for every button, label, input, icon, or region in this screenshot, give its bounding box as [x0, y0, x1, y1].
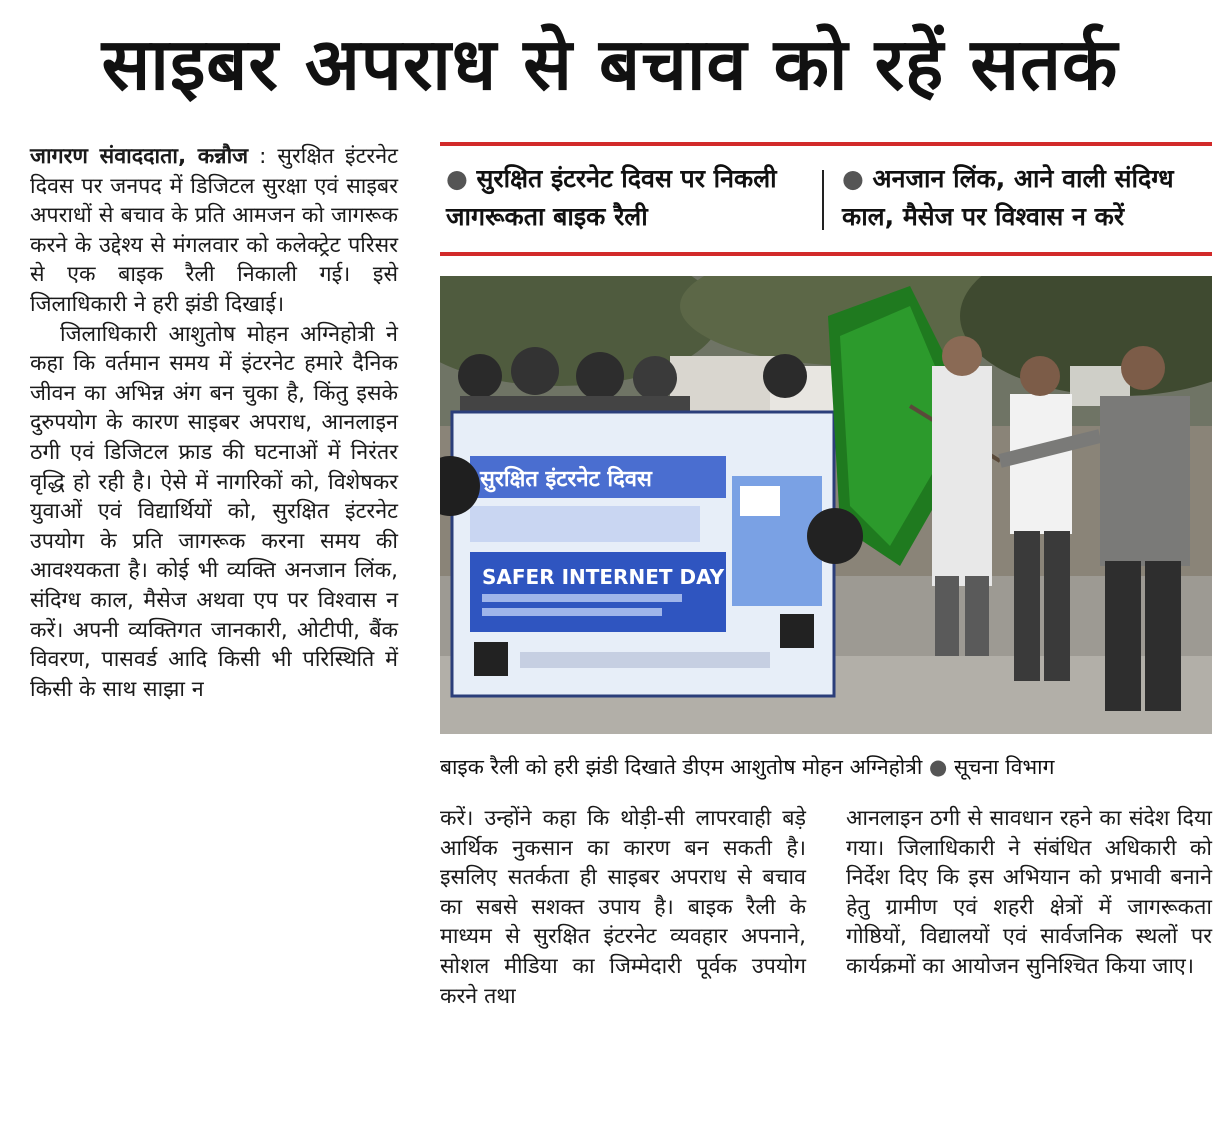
news-photo [440, 276, 1212, 734]
body-paragraph: जिलाधिकारी आशुतोष मोहन अग्निहोत्री ने कहा कि वर्तमान समय में इंटरनेट हमारे दैनिक जीवन का अभिन्न अंग बन चुका है, किंतु इसके दुरुपयोग के कारण साइबर अपराध, आनलाइन ठगी एवं डिजिटल फ्राड की घटनाओं में निरंतर वृद्धि हो रही है। ऐसे में नागरिकों को, विशेषकर युवाओं एवं विद्यार्थियों को, सुरक्षित इंटरनेट उपयोग के प्रति जागरूक करना समय की आवश्यकता है। कोई भी व्यक्ति अनजान लिंक, संदिग्ध काल, मैसेज अथवा एप पर विश्वास न करें। अपनी व्यक्तिगत जानकारी, ओटीपी, बैंक विवरण, पासवर्ड आदि किसी भी परिस्थिति में किसी के साथ साझा न [30, 321, 398, 702]
bullet-icon: ● [928, 755, 948, 779]
lead-text: सुरक्षित इंटरनेट दिवस पर जनपद में डिजिटल सुरक्षा एवं साइबर अपराधों से बचाव के प्रति आमजन को जागरूक करने के उद्देश्य से मंगलवार को कलेक्ट्रेट परिसर से एक बाइक रैली निकाली गई। इसे जिलाधिकारी ने हरी झंडी दिखाई। [30, 144, 398, 317]
highlight-top-rule [440, 142, 1212, 146]
column-2-text: करें। उन्होंने कहा कि थोड़ी-सी लापरवाही बड़े आर्थिक नुकसान का कारण बन सकती है। इसलिए सतर्कता ही साइबर अपराध से बचाव का सबसे सशक्त उपाय है। बाइक रैली के माध्यम से सुरक्षित इंटरनेट व्यवहार अपनाने, सोशल मीडिया का जिम्मेदारी पूर्वक उपयोग करने तथा [440, 806, 806, 1009]
photo-illustration [440, 276, 1212, 734]
highlight-1-text: सुरक्षित इंटरनेट दिवस पर निकली जागरूकता बाइक रैली [446, 164, 777, 231]
banner-english-title: SAFER INTERNET DAY [482, 565, 725, 589]
article-column-2 [440, 804, 806, 1011]
headline: साइबर अपराध से बचाव को रहें सतर्क [101, 22, 1119, 106]
highlight-2 [842, 160, 1202, 236]
column-3-text: आनलाइन ठगी से सावधान रहने का संदेश दिया गया। जिलाधिकारी ने संबंधित अधिकारी को निर्देश दिए कि इस अभियान को प्रभावी बनाने हेतु ग्रामीण एवं शहरी क्षेत्रों में जागरूकता गोष्ठियों, विद्यालयों एवं सार्वजनिक स्थलों पर कार्यक्रमों का आयोजन सुनिश्चित किया जाए। [846, 806, 1212, 979]
bullet-icon: ● [446, 164, 477, 193]
highlight-divider [822, 170, 824, 230]
photo-caption [440, 752, 1212, 782]
highlight-bottom-rule [440, 252, 1212, 256]
caption-text: बाइक रैली को हरी झंडी दिखाते डीएम आशुतोष मोहन अग्निहोत्री [440, 755, 923, 779]
article-column-3 [846, 804, 1212, 982]
highlight-2-text: अनजान लिंक, आने वाली संदिग्ध काल, मैसेज पर विश्वास न करें [842, 164, 1174, 231]
bullet-icon: ● [842, 164, 873, 193]
article-column-1 [30, 142, 398, 704]
caption-credit: सूचना विभाग [953, 755, 1055, 779]
byline-separator: : [248, 144, 278, 169]
highlight-1 [446, 160, 808, 236]
banner-hindi-title: सुरक्षित इंटरनेट दिवस [480, 467, 652, 492]
byline: जागरण संवाददाता, कन्नौज [30, 144, 249, 169]
lead-paragraph [30, 142, 398, 320]
